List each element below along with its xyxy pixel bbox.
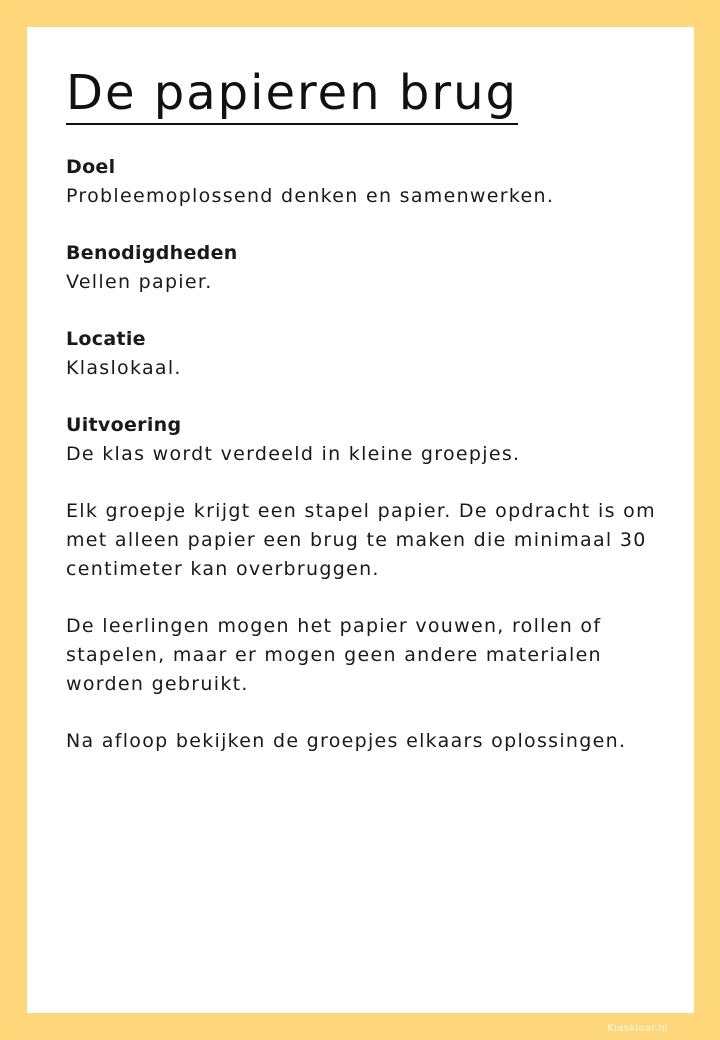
section-heading-locatie: Locatie xyxy=(66,328,146,350)
section-text-locatie: Klaslokaal. xyxy=(66,357,182,379)
section-doel xyxy=(66,153,681,211)
section-text-doel: Probleemoplossend denken en samenwerken. xyxy=(66,185,555,207)
footer-watermark: Klaskloar.nl xyxy=(607,1023,668,1034)
section-heading-benodigdheden: Benodigdheden xyxy=(66,242,238,264)
section-uitvoering xyxy=(66,411,681,756)
uitvoering-paragraph: Na afloop bekijken de groepjes elkaars oplossingen. xyxy=(66,730,627,752)
section-heading-doel: Doel xyxy=(66,156,116,178)
section-heading-uitvoering: Uitvoering xyxy=(66,414,182,436)
section-benodigdheden xyxy=(66,239,681,297)
section-locatie xyxy=(66,325,681,383)
card-content xyxy=(66,153,681,784)
section-text-benodigdheden: Vellen papier. xyxy=(66,271,213,293)
activity-card xyxy=(27,27,694,1013)
uitvoering-paragraph: De leerlingen mogen het papier vouwen, rollen of stapelen, maar er mogen geen andere materialen worden gebruikt. xyxy=(66,615,602,695)
uitvoering-paragraph: De klas wordt verdeeld in kleine groepjes. xyxy=(66,443,521,465)
page-title: De papieren brug xyxy=(66,63,518,125)
uitvoering-paragraph: Elk groepje krijgt een stapel papier. De opdracht is om met alleen papier een brug te maken die minimaal 30 centimeter kan overbruggen. xyxy=(66,500,656,580)
